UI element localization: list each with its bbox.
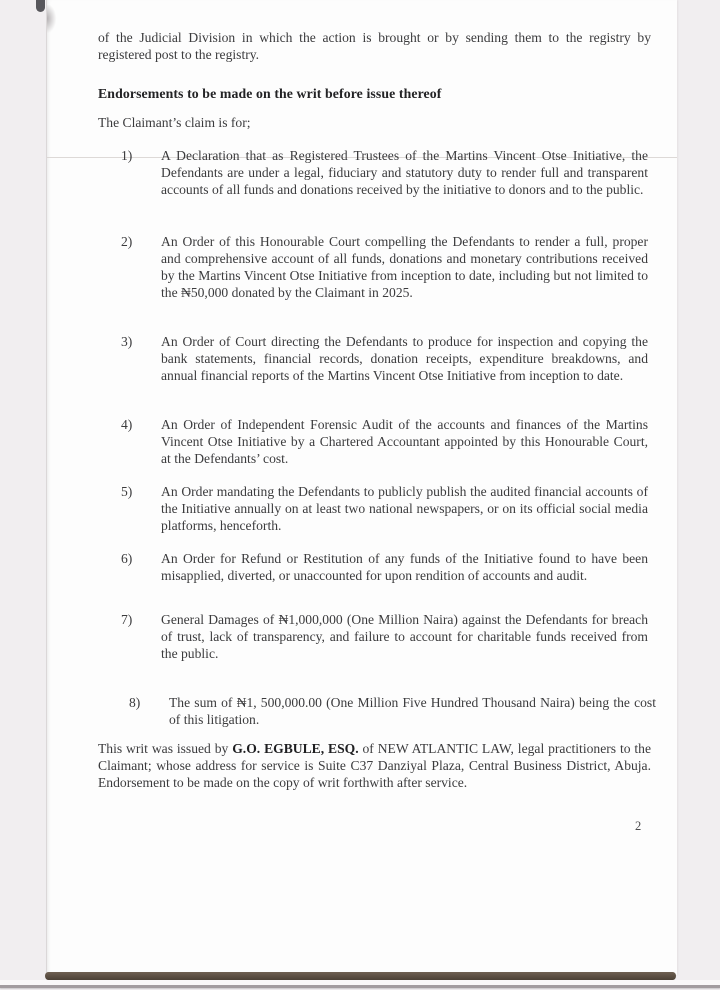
claim-text: An Order of Court directing the Defendants to produce for inspection and copying the bank statements, financial records, donation receipts, expenditure breakdowns, and annual financial reports of the Martins Vincent Otse Initiative from inception to date. [161, 334, 648, 383]
issuance-post: of NEW ATLANTIC LAW, legal practitioners to the Claimant; whose address for service is Suite C37 Danziyal Plaza, Central Business District, Abuja. Endorsement to be made on the copy of writ forthwith after service. [98, 741, 652, 790]
claim-number: 5) [121, 484, 133, 499]
claim-item-2 [121, 233, 648, 301]
claim-item-1 [121, 147, 648, 198]
claim-text: The sum of ₦1, 500,000.00 (One Million Five Hundred Thousand Naira) being the cost of this litigation. [169, 695, 656, 727]
intro-paragraph: of the Judicial Division in which the action is brought or by sending them to the registry by registered post to the registry. [98, 30, 651, 62]
issuer-name: G.O. EGBULE, ESQ. [232, 741, 359, 756]
issuance-pre: This writ was issued by [98, 741, 233, 756]
page-fold-shadow [47, 5, 60, 39]
scan-corner-mark [36, 0, 45, 12]
claim-item-6 [121, 550, 648, 584]
claim-number: 7) [121, 612, 133, 627]
page-bottom-edge-shadow [45, 972, 676, 980]
scan-bottom-line [0, 985, 720, 988]
claim-number: 1) [121, 148, 133, 163]
issuance-paragraph [98, 740, 651, 791]
claim-text: An Order mandating the Defendants to publicly publish the audited financial accounts of the Initiative annually on at least two national newspapers, or on its official social media platforms, henceforth. [161, 484, 648, 533]
claim-text: General Damages of ₦1,000,000 (One Million Naira) against the Defendants for breach of trust, lack of transparency, and failure to account for charitable funds received from the public. [161, 612, 648, 661]
page-number: 2 [635, 819, 642, 833]
claim-number: 2) [121, 234, 133, 249]
claim-item-4 [121, 416, 648, 467]
claim-item-3 [121, 333, 648, 384]
claim-text: An Order of Independent Forensic Audit of the accounts and finances of the Martins Vincent Otse Initiative by a Chartered Accountant appointed by this Honourable Court, at the Defendants’ cost. [161, 417, 648, 466]
claim-item-8 [121, 694, 656, 728]
claim-number: 4) [121, 417, 133, 432]
claim-number: 8) [129, 695, 141, 710]
claim-text: A Declaration that as Registered Trustees of the Martins Vincent Otse Initiative, the Defendants are under a legal, fiduciary and statutory duty to render full and transparent accounts of all funds and donations received by the initiative to donors and to the public. [161, 148, 648, 197]
section-heading: Endorsements to be made on the writ before issue thereof [98, 86, 442, 101]
claim-number: 3) [121, 334, 133, 349]
claim-text: An Order for Refund or Restitution of any funds of the Initiative found to have been misapplied, diverted, or unaccounted for upon rendition of accounts and audit. [161, 551, 648, 583]
document-page [46, 0, 677, 975]
claim-number: 6) [121, 551, 133, 566]
claim-intro-line: The Claimant’s claim is for; [98, 115, 251, 130]
claim-item-7 [121, 611, 648, 662]
claim-item-5 [121, 483, 648, 534]
claim-text: An Order of this Honourable Court compelling the Defendants to render a full, proper and comprehensive account of all funds, donations and monetary contributions received by the Martins Vincent Otse Initiative from inception to date, including but not limited to the ₦50,000 donated by the Claimant in 2025. [161, 234, 648, 300]
